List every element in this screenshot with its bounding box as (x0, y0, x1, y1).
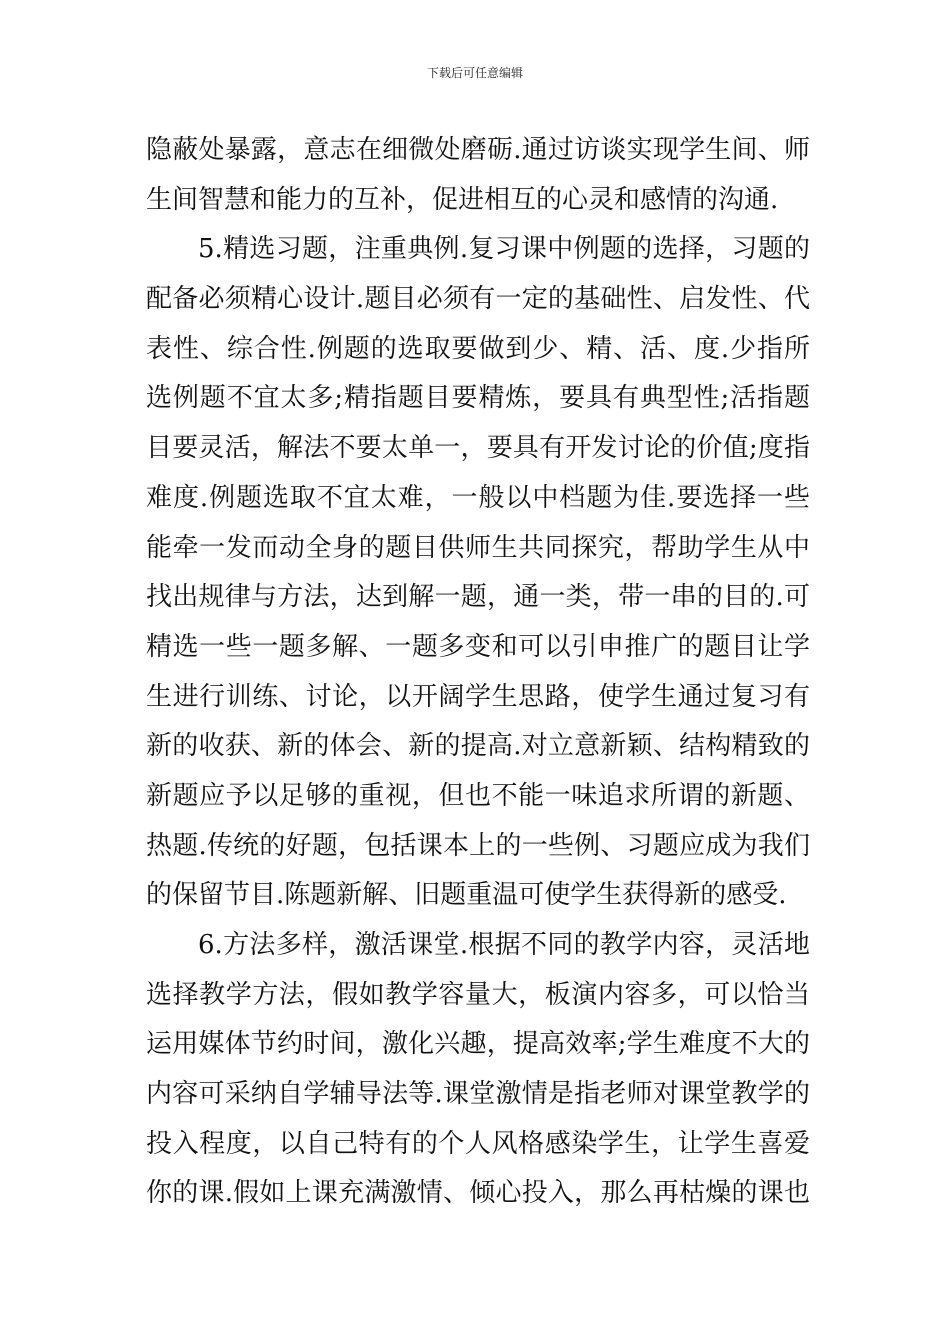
text-line: 找出规律与方法，达到解一题，通一类，带一串的目的.可 (146, 582, 810, 613)
text-line: 选择教学方法，假如教学容量大，板演内容多，可以恰当 (146, 979, 810, 1010)
text-line: 投入程度，以自己特有的个人风格感染学生，让学生喜爱 (146, 1128, 810, 1159)
text-line: 新的收获、新的体会、新的提高.对立意新颖、结构精致的 (146, 731, 810, 762)
text-line: 你的课.假如上课充满激情、倾心投入，那么再枯燥的课也 (146, 1178, 810, 1209)
text-line: 热题.传统的好题，包括课本上的一些例、习题应成为我们 (146, 830, 810, 861)
page-header: 下载后可任意编辑 (426, 66, 523, 80)
text-line: 隐蔽处暴露，意志在细微处磨砺.通过访谈实现学生间、师 (146, 135, 810, 165)
text-line: 难度.例题选取不宜太难，一般以中档题为佳.要选择一些 (146, 482, 810, 513)
text-line: 精选一些一题多解、一题多变和可以引申推广的题目让学 (146, 631, 810, 662)
text-line: 选例题不宜太多;精指题目要精炼，要具有典型性;活指题 (146, 383, 810, 414)
text-line: 生进行训练、讨论，以开阔学生思路，使学生通过复习有 (146, 681, 810, 712)
paragraph-start-line: 6.方法多样，激活课堂.根据不同的教学内容，灵活地 (198, 930, 810, 960)
text-line: 表性、综合性.例题的选取要做到少、精、活、度.少指所 (146, 333, 810, 364)
text-line: 能牵一发而动全身的题目供师生共同探究，帮助学生从中 (146, 532, 810, 563)
text-line: 生间智慧和能力的互补，促进相互的心灵和感情的沟通. (146, 184, 779, 215)
document-body (146, 126, 810, 1219)
text-line: 目要灵活，解法不要太单一，要具有开发讨论的价值;度指 (146, 433, 810, 464)
text-line: 新题应予以足够的重视，但也不能一味追求所谓的新题、 (146, 780, 810, 811)
text-line: 内容可采纳自学辅导法等.课堂激情是指老师对课堂教学的 (146, 1079, 810, 1110)
text-line: 运用媒体节约时间，激化兴趣，提高效率;学生难度不大的 (146, 1029, 810, 1060)
text-line: 配备必须精心设计.题目必须有一定的基础性、启发性、代 (146, 284, 810, 315)
text-line: 的保留节目.陈题新解、旧题重温可使学生获得新的感受. (146, 880, 787, 911)
paragraph-start-line: 5.精选习题，注重典例.复习课中例题的选择，习题的 (198, 234, 810, 265)
